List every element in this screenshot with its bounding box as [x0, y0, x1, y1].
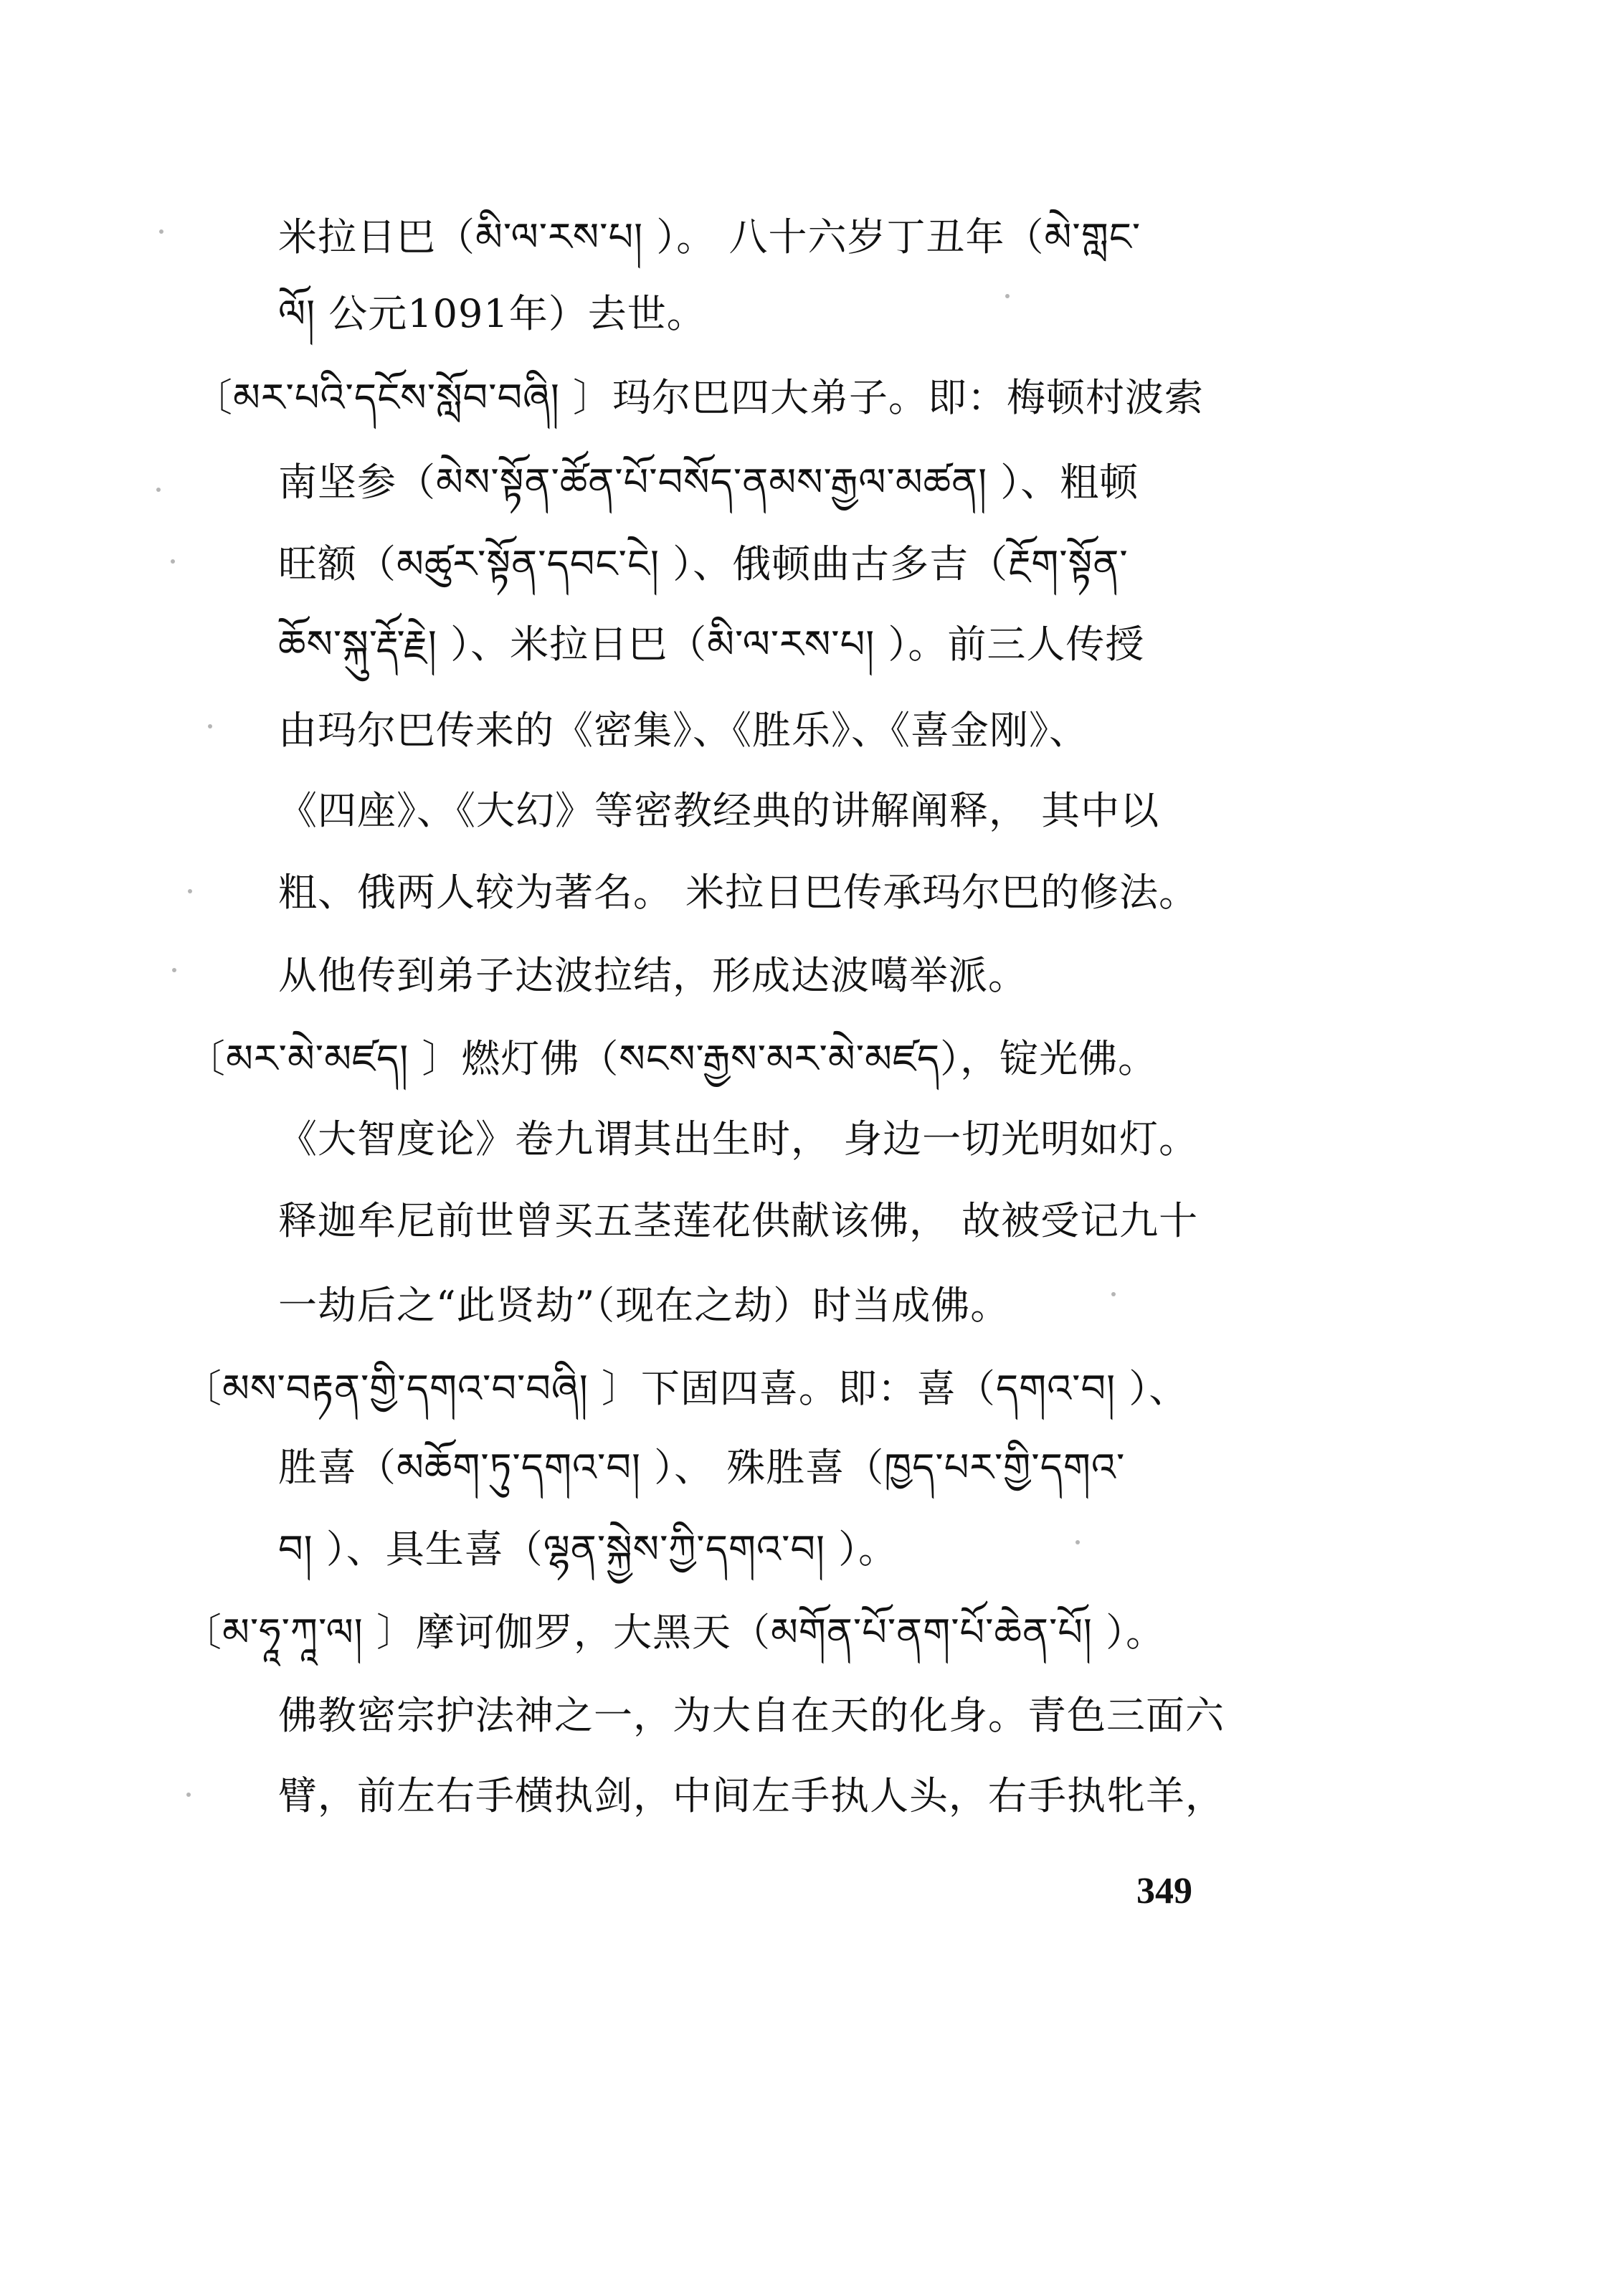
scan-speck [171, 559, 175, 564]
scan-speck [159, 229, 163, 234]
text-line: 从他传到弟子达波拉结，形成达波噶举派。 [278, 953, 1027, 998]
scan-speck [172, 968, 176, 972]
page-number: 349 [1136, 1871, 1192, 1912]
text-line: 粗、俄两人较为著名。 米拉日巴传承玛尔巴的修法。 [278, 870, 1199, 915]
scan-speck [186, 1793, 191, 1797]
text-line: 南坚参（མེས་སྟོན་ཚོན་པོ་བསོད་ནམས་རྒྱལ་མཚན། ）、粗顿 [278, 460, 1139, 505]
text-line: ལོ། 公元1091年）去世。 [278, 291, 706, 336]
text-line: 一劫后之“此贤劫”（现在之劫）时当成佛。 [278, 1283, 1010, 1328]
text-line: 释迦牟尼前世曾买五茎莲花供献该佛， 故被受记九十 [278, 1198, 1199, 1243]
text-line: བ། ）、具生喜（ལྷན་སྐྱེས་ཀྱི་དགའ་བ། ）。 [278, 1527, 898, 1572]
scan-speck [1005, 294, 1010, 298]
scan-speck [208, 724, 212, 728]
text-line: 米拉日巴（མི་ལ་རས་པ། ）。 八十六岁丁丑年（མེ་གླང་ [278, 214, 1141, 260]
text-line: 由玛尔巴传来的《密集》、《胜乐》、《喜金刚》、 [278, 708, 1088, 753]
text-line: 《四座》、《大幻》等密教经典的讲解阐释， 其中以 [278, 788, 1160, 833]
text-line: 胜喜（མཆོག་ཏུ་དགའ་བ། ）、 殊胜喜（ཁྱད་པར་གྱི་དགའ་ [278, 1445, 1126, 1490]
text-line: 〔མས་བརྟན་གྱི་དགའ་བ་བཞི། 〕下固四喜。即：喜（དགའ་བ། ）、 [183, 1366, 1189, 1411]
text-line: ཆོས་སྐུ་རྡོ་རྗེ། ）、米拉日巴（མི་ལ་རས་པ། ）。前三人传授 [278, 622, 1145, 667]
text-line: 《大智度论》卷九谓其出生时， 身边一切光明如灯。 [278, 1116, 1199, 1162]
scan-speck [156, 488, 161, 492]
text-line: 臂，前左右手横执剑，中间左手执人头，右手执牝羊， [278, 1773, 1225, 1818]
scan-speck [1075, 1540, 1080, 1544]
text-line: 〔མར་པའི་དངོས་སློབ་བཞི། 〕玛尔巴四大弟子。即：梅顿村波索 [194, 375, 1205, 420]
text-line: 佛教密宗护法神之一，为大自在天的化身。青色三面六 [278, 1693, 1225, 1738]
scan-speck [188, 889, 192, 893]
text-line: 〔མ་ཧཱ་ཀཱ་ལ། 〕摩诃伽罗，大黑天（མགོན་པོ་ནག་པོ་ཆེན་པོ། ）。 [183, 1610, 1166, 1655]
text-line: 旺额（མཚུར་སྟོན་དབང་ངེ། ）、俄顿曲古多吉（རྔོག་སྟོན་ [278, 541, 1129, 587]
text-line: 〔མར་མེ་མཛད། 〕燃灯佛（སངས་རྒྱས་མར་མེ་མཛད），锭光佛。 [186, 1036, 1158, 1081]
scan-speck [1111, 1292, 1116, 1296]
